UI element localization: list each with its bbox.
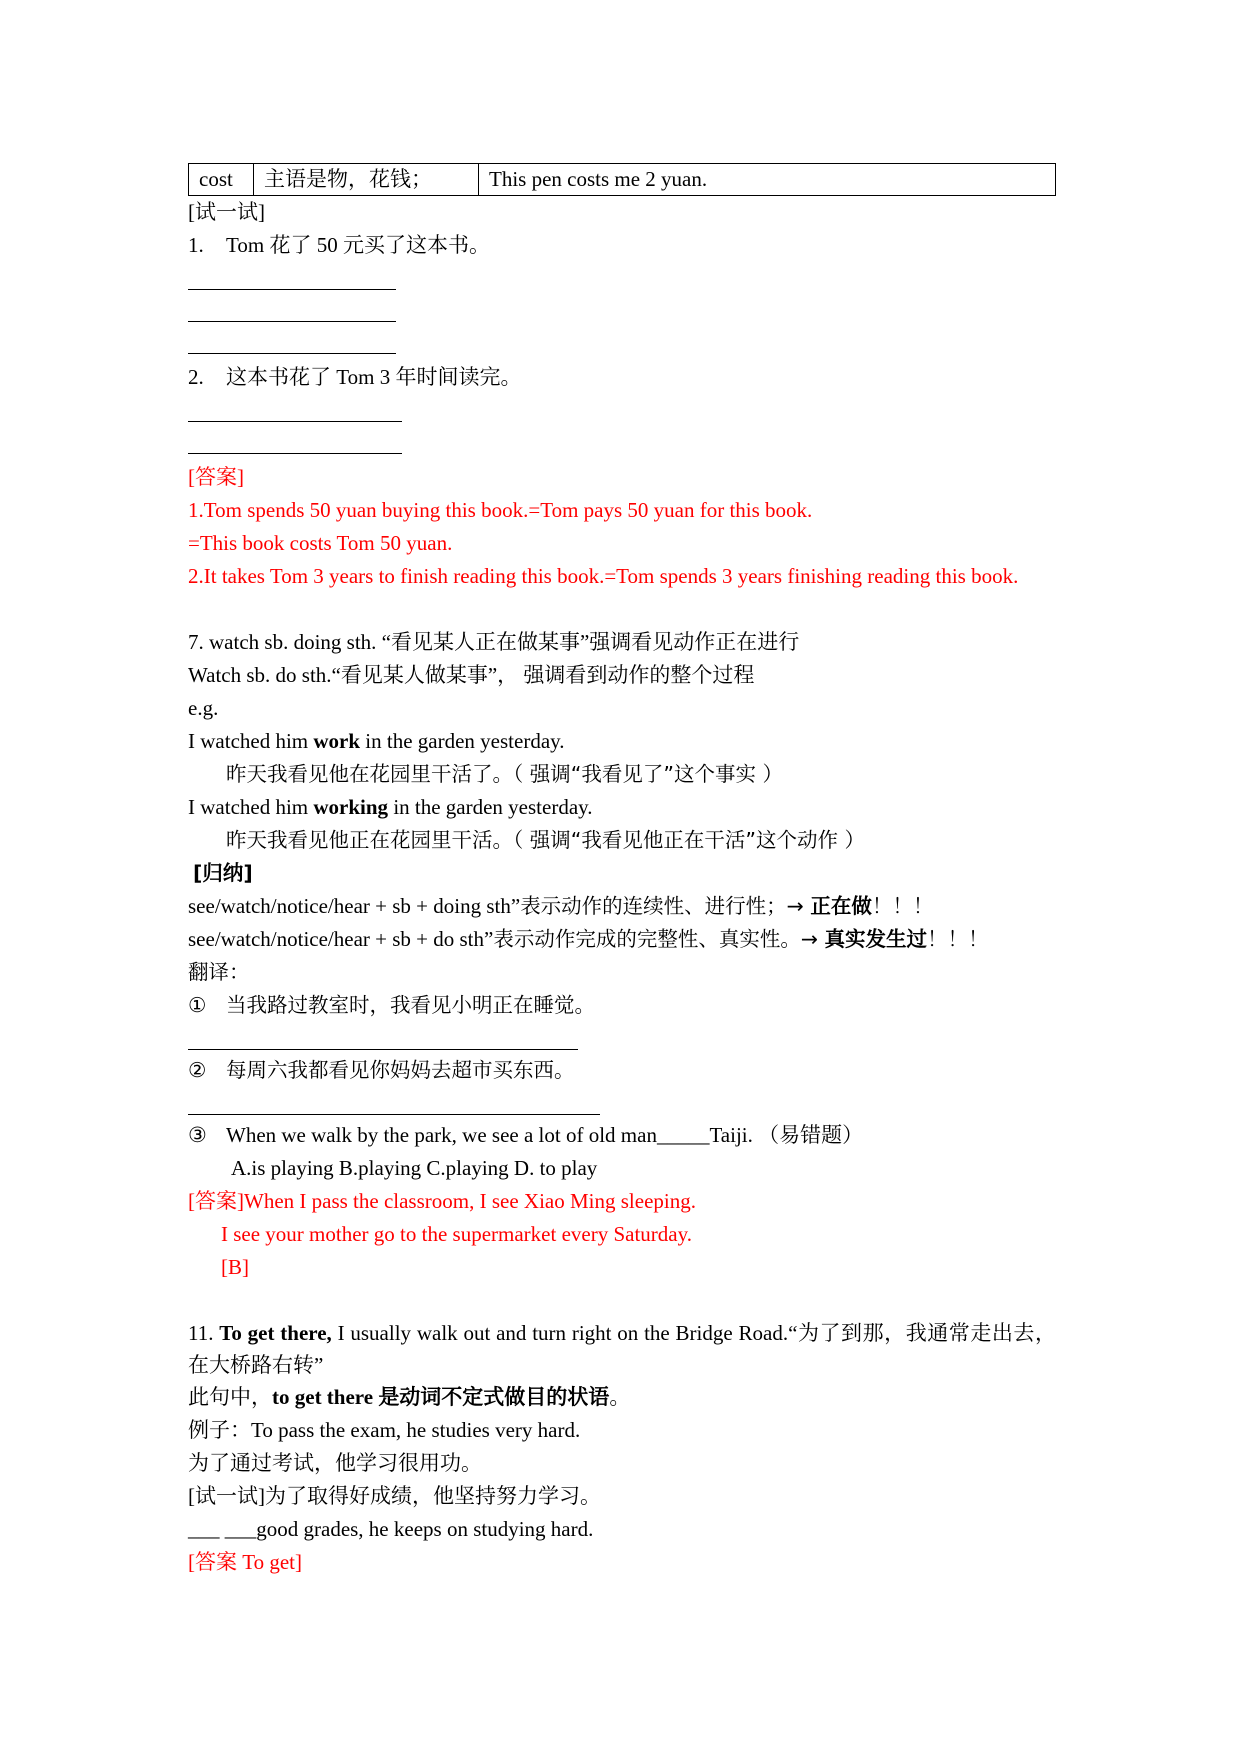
answer-blank[interactable] [188, 394, 1056, 426]
rule-text: see/watch/notice/hear + sb + do sth” [188, 927, 494, 951]
example-1-translation: 昨天我看见他在花园里干活了。（ 强调“我看见了”这个事实 ） [226, 762, 784, 786]
spacer [188, 1284, 1056, 1317]
section11-note [188, 1381, 1056, 1414]
note-text: 。 [609, 1385, 631, 1409]
item-number: ③ [188, 1123, 207, 1147]
example-2-translation: 昨天我看见他正在花园里干活。（ 强调“我看见他正在干活”这个动作 ） [226, 828, 866, 852]
item-text: 每周六我都看见你妈妈去超市买东西。 [226, 1058, 575, 1082]
rule-text: 表示动作完成的完整性、真实性。→ [493, 927, 825, 951]
choice-options: A.is playing B.playing C.playing D. to play [231, 1156, 598, 1180]
answer-text: When I pass the classroom, I see Xiao Ming sleeping. [244, 1189, 696, 1213]
answer-line: 2.It takes Tom 3 years to finish reading this book.=Tom spends 3 years finishing reading this book. [188, 564, 1019, 588]
note-text: 此句中， [188, 1385, 272, 1409]
usage-table [188, 163, 1056, 196]
rule-text: ！！！ [871, 894, 934, 918]
section-keyword: To get there, [219, 1321, 332, 1345]
item-text: When we walk by the park, we see a lot of old man_____Taiji. （易错题） [226, 1123, 864, 1147]
spacer [188, 593, 1056, 626]
rule-2 [188, 923, 1056, 956]
question-number: 1. [188, 233, 204, 257]
section-text: I usually walk out and turn right on the Bridge Road.“为了到那，我通常走出去，在大桥路右转” [188, 1321, 1056, 1377]
answer-blank[interactable] [188, 1022, 1056, 1054]
item-number: ① [188, 993, 207, 1017]
item-number: ② [188, 1058, 207, 1082]
example-keyword: work [313, 729, 361, 753]
item-text: 当我路过教室时，我看见小明正在睡觉。 [226, 993, 595, 1017]
table-cell-example: This pen costs me 2 yuan. [479, 164, 1056, 196]
translate-label: 翻译： [188, 960, 250, 984]
answer-line [188, 1185, 1056, 1218]
note-keyword: to get there 是动词不定式做目的状语 [272, 1385, 610, 1409]
answer-label: [答案] [188, 465, 244, 489]
example-text: I watched him [188, 729, 314, 753]
rule-text: ！！！ [927, 927, 989, 951]
translate-item-2 [188, 1054, 1056, 1087]
try-label: [试一试] [188, 200, 265, 224]
translate-item-1 [188, 989, 1056, 1022]
example-text: I watched him [188, 795, 314, 819]
rule-text: see/watch/notice/hear + sb + doing sth” [188, 894, 521, 918]
section11-heading [188, 1317, 1056, 1381]
answer-line: =This book costs Tom 50 yuan. [188, 531, 453, 555]
rule-keyword: 正在做 [810, 894, 872, 918]
section11-fill-blank: ___ ___good grades, he keeps on studying hard. [188, 1517, 594, 1541]
question-number: 2. [188, 365, 204, 389]
rule-text: 表示动作的连续性、进行性；→ [520, 894, 811, 918]
section11-answer: [答案 To get] [188, 1550, 303, 1574]
example-keyword: working [313, 795, 389, 819]
answer-blank[interactable] [188, 426, 1056, 458]
rule-1 [188, 890, 1056, 923]
answer-blank[interactable] [188, 262, 1056, 294]
section7-heading: 7. watch sb. doing sth. “看见某人正在做某事”强调看见动作正在进行 [188, 630, 800, 654]
example-text: in the garden yesterday. [360, 729, 565, 753]
example-1 [188, 725, 1056, 758]
answer-line: 1.Tom spends 50 yuan buying this book.=Tom pays 50 yuan for this book. [188, 498, 813, 522]
question-text: 这本书花了 Tom 3 年时间读完。 [226, 365, 522, 389]
table-cell-word: cost [189, 164, 254, 196]
section11-example-translation: 为了通过考试，他学习很用功。 [188, 1451, 482, 1475]
rule-keyword: 真实发生过 [824, 927, 928, 951]
answer-line: [B] [221, 1255, 249, 1279]
summary-label: [归纳] [193, 861, 253, 885]
section7-line2: Watch sb. do sth.“看见某人做某事”， 强调看到动作的整个过程 [188, 663, 755, 687]
example-2 [188, 791, 1056, 824]
table-cell-meaning: 主语是物，花钱； [254, 164, 479, 196]
table-row [189, 164, 1056, 196]
example-text: in the garden yesterday. [388, 795, 593, 819]
answer-blank[interactable] [188, 326, 1056, 358]
question-2 [188, 361, 1056, 394]
answer-blank[interactable] [188, 1087, 1056, 1119]
answer-line: I see your mother go to the supermarket every Saturday. [221, 1222, 692, 1246]
answer-blank[interactable] [188, 294, 1056, 326]
translate-item-3 [188, 1119, 1056, 1152]
section-number: 11. [188, 1321, 220, 1345]
section11-try: [试一试]为了取得好成绩，他坚持努力学习。 [188, 1484, 601, 1508]
question-1 [188, 229, 1056, 262]
section11-example: 例子：To pass the exam, he studies very hard. [188, 1418, 581, 1442]
answer-label: [答案] [188, 1189, 244, 1213]
question-text: Tom 花了 50 元买了这本书。 [226, 233, 490, 257]
eg-label: e.g. [188, 696, 219, 720]
document-page [188, 163, 1056, 1579]
